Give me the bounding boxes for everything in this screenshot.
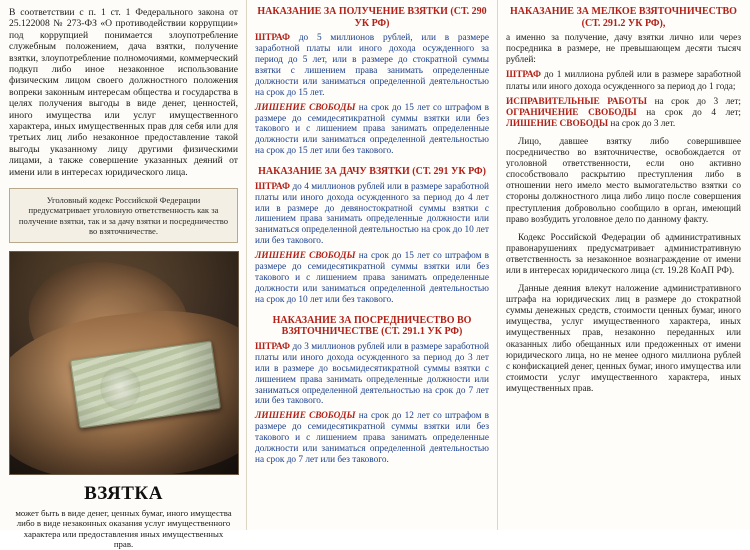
bribe-subtitle: может быть в виде денег, ценных бумаг, иного имущества либо в виде незаконных оказания услуг имущественного характера или предоставления иных имущественных прав.	[15, 507, 232, 550]
prison-label-petty: ЛИШЕНИЕ СВОБОДЫ	[506, 118, 609, 129]
section-title-mediation: НАКАЗАНИЕ ЗА ПОСРЕДНИЧЕСТВО ВО ВЗЯТОЧНИЧЕСТВЕ (СТ. 291.1 УК РФ)	[272, 314, 472, 338]
section-title-petty-bribery: НАКАЗАНИЕ ЗА МЕЛКОЕ ВЗЯТОЧНИЧЕСТВО (СТ. 291.2 УК РФ),	[510, 6, 737, 29]
fine-label-1: ШТРАФ	[255, 33, 291, 44]
intro-paragraph: В соответствии с п. 1 ст. 1 Федерального закона от 25.122008 № 273-ФЗ «О противодействии коррупции» под коррупцией понимается злоупотребление служебным положением, дача взятки, получение взятки, злоупотребление полномочиями, коммерческий подкуп либо иное незаконное использование физическим лицом своего должностного положения вопреки законным интересам общества и государства в целях получения выгоды в виде денег, ценностей, иного имущества или услуг имущественного характера, иных имущественных прав для себя или для третьих лиц либо незаконное предоставление такой выгоды указанному лицу другими физическими лицами, а также совершение указанных деяний от имени или в интересах юридического лица.	[9, 7, 238, 178]
fine-label-3: ШТРАФ	[255, 341, 291, 352]
spacer-2	[506, 226, 741, 233]
corrective-text: на срок до 3 лет;	[654, 96, 741, 107]
prison-text-petty: на срок до 3 лет.	[610, 118, 676, 129]
restrict-label: ОГРАНИЧЕНИЕ СВОБОДЫ	[506, 107, 637, 118]
section-receiving-fine	[255, 33, 489, 98]
section-mediation-prison	[255, 411, 489, 466]
bribe-photo	[9, 251, 239, 475]
column-right	[498, 0, 750, 530]
section-title-receiving-bribe: НАКАЗАНИЕ ЗА ПОЛУЧЕНИЕ ВЗЯТКИ (СТ. 290 УК РФ)	[257, 6, 487, 29]
exemption-paragraph: Лицо, давшее взятку либо совершившее посредничество во взяточничестве, освобождается от уголовной ответственности, если оно активно способствовало раскрытию преступления либо в отношении него имело место вымогательство взятки со стороны должностного лица либо лицо после совершения преступления добровольно сообщило в орган, имеющий право возбудить уголовное дело по данному факту.	[506, 136, 741, 225]
photo-vignette	[10, 252, 238, 474]
petty-bribery-lead: а именно за получение, дачу взятки лично или через посредника в размере, не превышающем десяти тысяч рублей:	[506, 33, 741, 66]
prison-text-1: на срок до 15 лет со штрафом в размере до семидесятикратной суммы взятки или без такового и с лишением права занимать определенные должности или заниматься определенной деятельностью на срок до 15 лет или без такового.	[255, 102, 490, 157]
petty-bribery-penalties	[506, 97, 741, 130]
fine-label-petty: ШТРАФ	[506, 70, 542, 81]
fine-label-2: ШТРАФ	[255, 181, 291, 192]
fine-text-petty: до 1 миллиона рублей или в размере заработной платы или иного дохода осужденного за период до 1 года;	[506, 70, 741, 92]
section-receiving-prison	[255, 103, 489, 158]
administrative-fine-paragraph: Данные деяния влекут наложение административного штрафа на юридических лиц в размере до стократной суммы денежных средств, стоимости ценных бумаг, иного имущества, услуг имущественного характера, иных имущественных прав, незаконно переданных или оказанных либо обещанных или предоженных от имени юридического лица, но не менее одного миллиона рублей с конфискацией денег, ценных бумаг, иного имущества или стоимости услуг имущественного характера, иных имущественных прав.	[506, 284, 741, 394]
prison-label-3: ЛИШЕНИЕ СВОБОДЫ	[255, 411, 356, 422]
petty-bribery-fine	[506, 70, 741, 92]
section-giving-prison	[255, 251, 489, 306]
section-title-giving-bribe: НАКАЗАНИЕ ЗА ДАЧУ ВЗЯТКИ (СТ. 291 УК РФ)	[258, 166, 486, 178]
restrict-text: на срок до 4 лет;	[646, 107, 742, 118]
prison-text-3: на срок до 12 лет со штрафом в размере до семидесятикратной суммы взятки или без такового и с лишением права занимать определенные должности или заниматься определенной деятельностью на срок до 7 лет или без такового.	[255, 411, 490, 465]
warning-box: Уголовный кодекс Российской Федерации предусматривает уголовную ответственность как за получение взятки, так и за дачу взятки и посредничество во взяточничестве.	[9, 188, 238, 243]
spacer-1	[506, 130, 741, 137]
administrative-paragraph: Кодекс Российской Федерации об административных правонарушениях предусматривает административную ответственность за незаконное вознаграждение от имени или в интересах юридического лица (ст. 19.28 КоАП РФ).	[506, 232, 741, 276]
prison-label-1: ЛИШЕНИЕ СВОБОДЫ	[255, 102, 356, 113]
fine-text-1: до 5 миллионов рублей, или в размере заработной платы или иного дохода осужденного за период до 5 лет, или в размере до стократной суммы взятки с лишением права занимать определенные должности или заниматься определенной деятельностью на срок до 15 лет.	[255, 33, 489, 98]
prison-label-2: ЛИШЕНИЕ СВОБОДЫ	[255, 251, 356, 262]
section-giving-fine	[255, 182, 489, 247]
section-mediation-fine	[255, 342, 489, 407]
fine-text-3: до 3 миллионов рублей или в размере заработной платы или иного дохода осужденного за период до 3 лет или в размере до восьмидесятикратной суммы взятки с лишением права занимать определенные должности или заниматься определенной деятельностью на срок до 7 лет или без такового.	[255, 341, 489, 407]
prison-text-2: на срок до 15 лет со штрафом в размере до семидесятикратной суммы взятки или без такового и с лишением права занимать определенные должности или заниматься определенной деятельностью на срок до 10 лет или без такового.	[255, 251, 490, 305]
column-middle	[246, 0, 498, 530]
spacer-3	[506, 277, 741, 284]
column-left	[0, 0, 246, 550]
page-title: ВЗЯТКА	[84, 482, 163, 504]
corrective-label: ИСПРАВИТЕЛЬНЫЕ РАБОТЫ	[506, 96, 648, 107]
fine-text-2: до 4 миллионов рублей или в размере заработной платы или иного дохода осужденного за период до 4 лет или в размере до девяностократной суммы взятки с лишением права занимать определенные должности или заниматься определенной деятельностью на срок до 10 лет или без такового.	[255, 181, 489, 247]
